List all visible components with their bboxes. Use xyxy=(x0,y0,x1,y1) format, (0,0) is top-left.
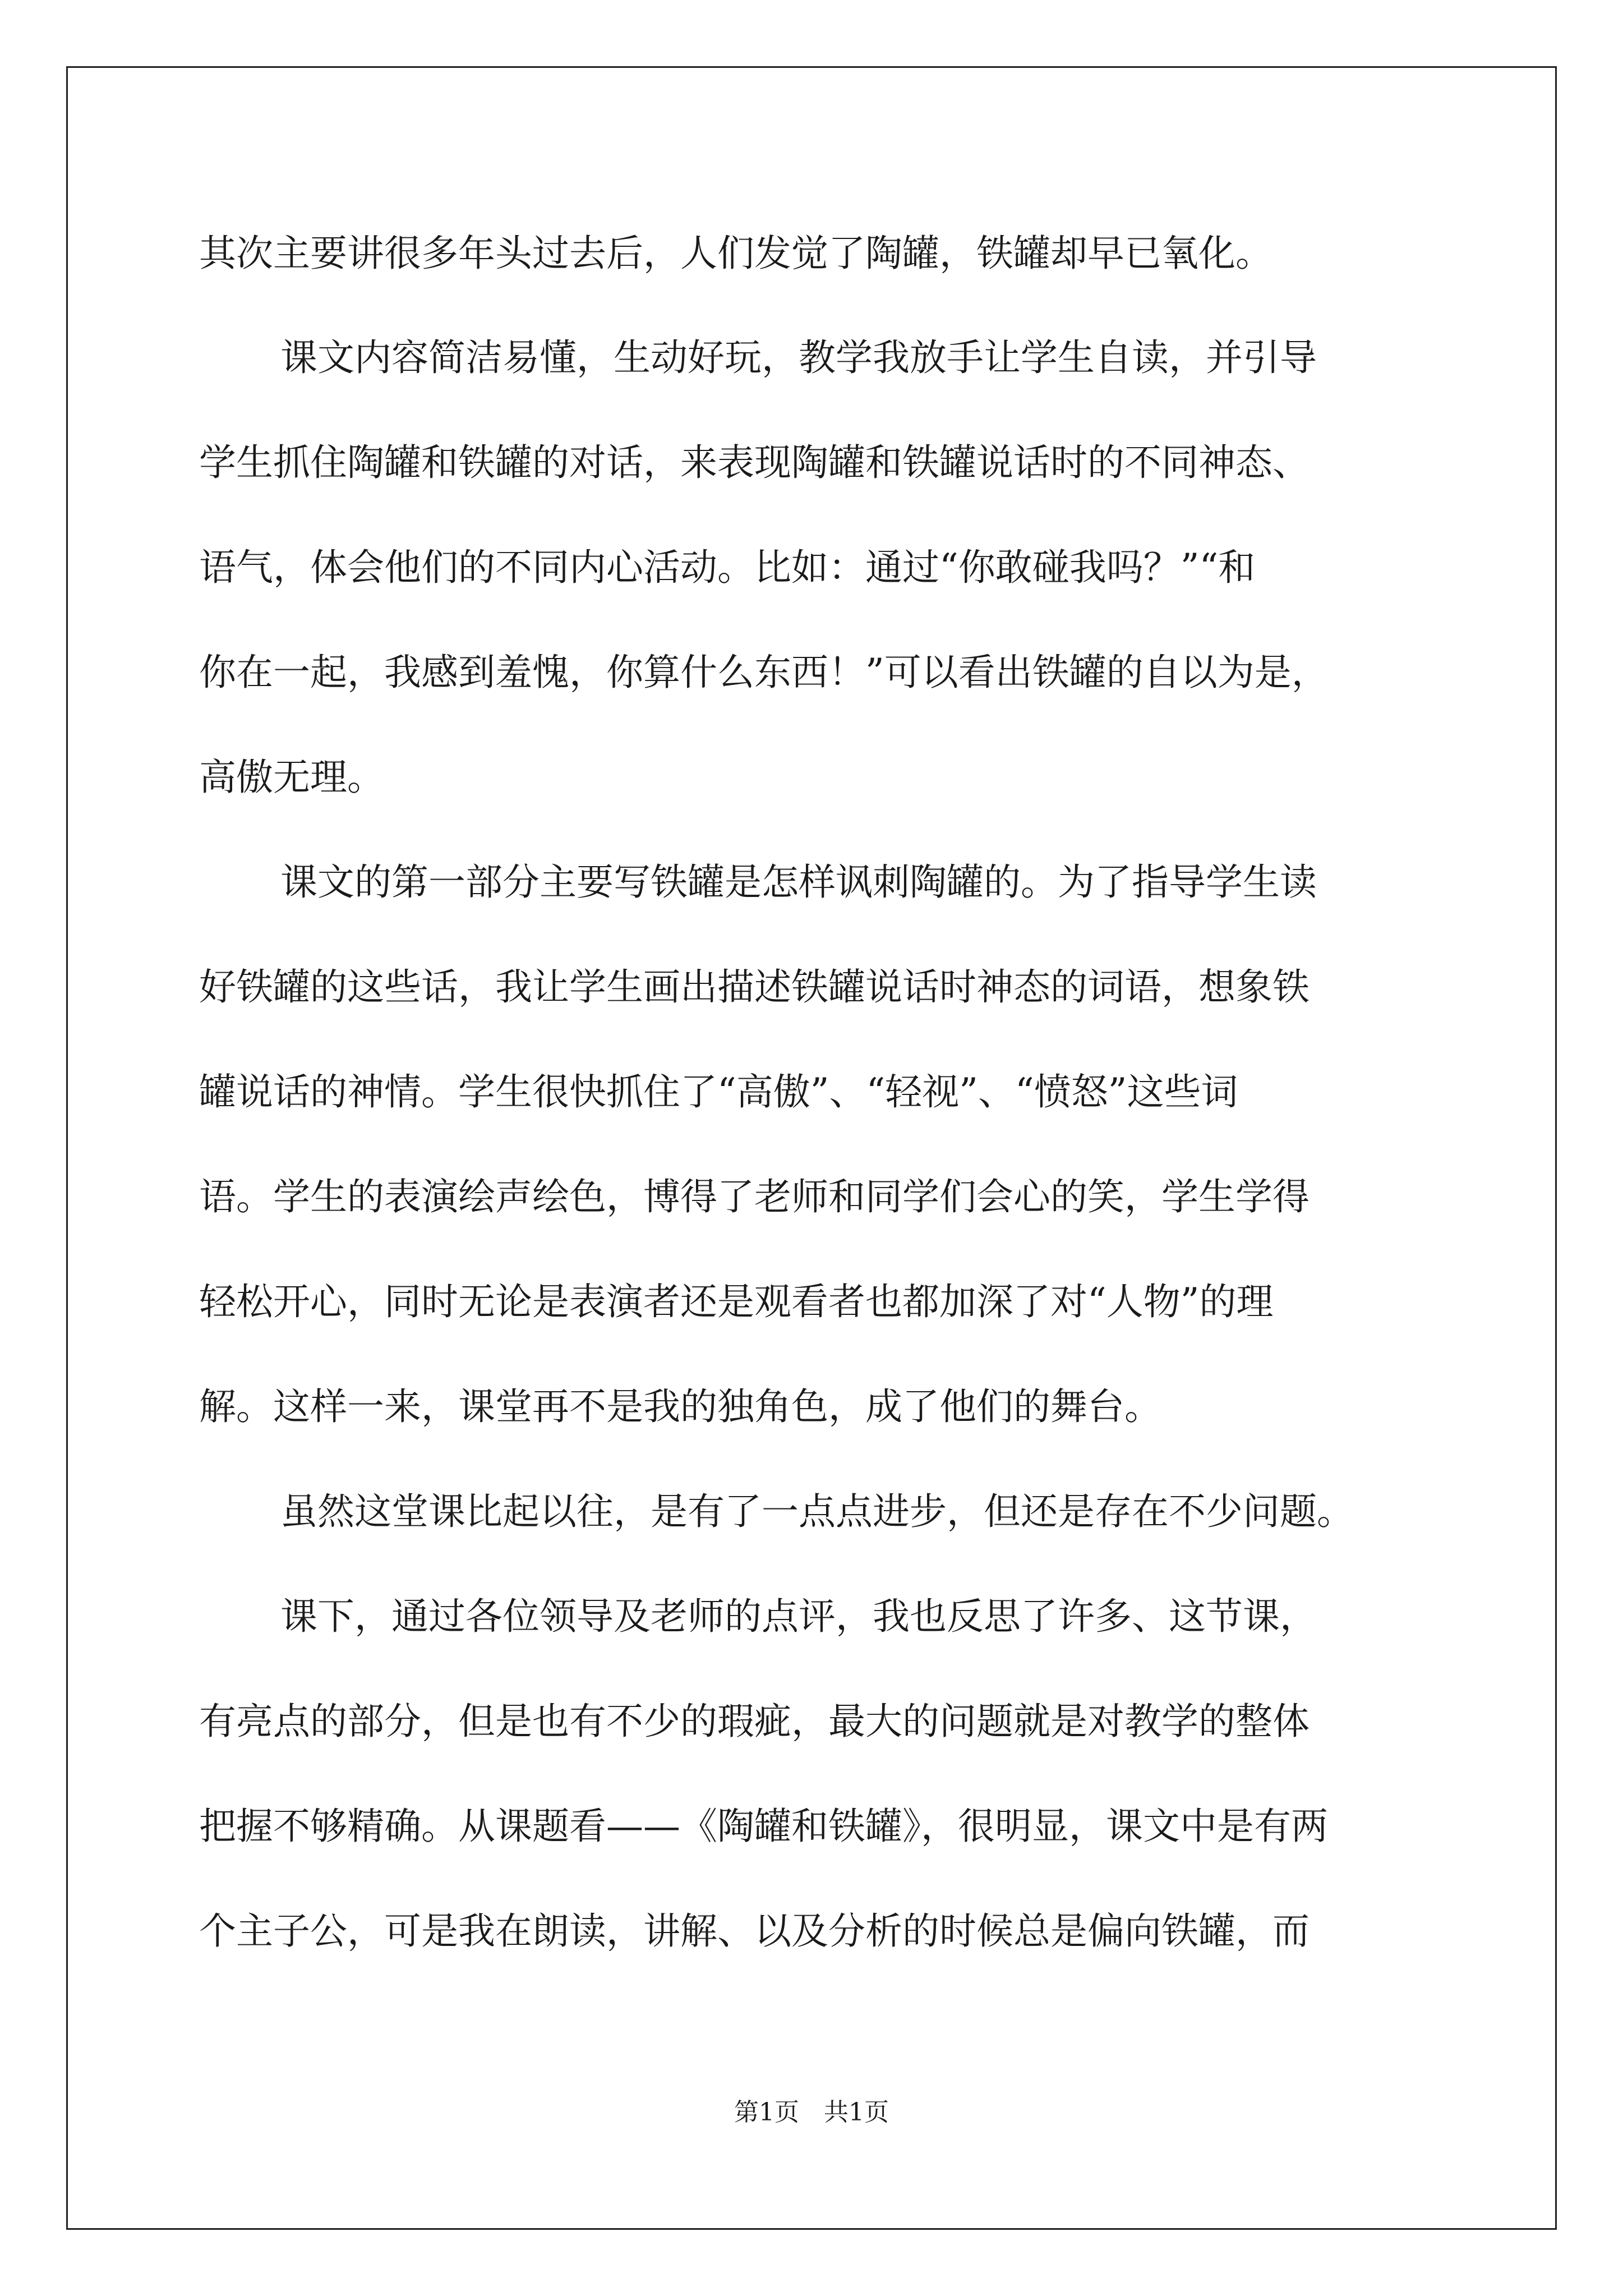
text-line: 虽然这堂课比起以往，是有了一点点进步，但还是存在不少问题。 xyxy=(280,1490,1354,1533)
text-line: 好铁罐的这些话，我让学生画出描述铁罐说话时神态的词语，想象铁 xyxy=(199,965,1310,1009)
text-line: 课文的第一部分主要写铁罐是怎样讽刺陶罐的。为了指导学生读 xyxy=(280,861,1317,904)
text-line: 你在一起，我感到羞愧，你算什么东西！”可以看出铁罐的自以为是， xyxy=(199,651,1329,694)
text-line: 解。这样一来，课堂再不是我的独角色，成了他们的舞台。 xyxy=(199,1385,1161,1428)
text-line: 语气，体会他们的不同内心活动。比如：通过“你敢碰我吗？”“和 xyxy=(199,546,1256,589)
page-footer: 第1页 共1页 xyxy=(734,2098,889,2127)
text-line: 罐说话的神情。学生很快抓住了“高傲”、“轻视”、“愤怒”这些词 xyxy=(199,1070,1238,1114)
text-line: 把握不够精确。从课题看——《陶罐和铁罐》，很明显，课文中是有两 xyxy=(199,1805,1328,1848)
text-line: 有亮点的部分，但是也有不少的瑕疵，最大的问题就是对教学的整体 xyxy=(199,1700,1310,1743)
text-line: 其次主要讲很多年头过去后，人们发觉了陶罐，铁罐却早已氧化。 xyxy=(199,232,1272,275)
text-line: 课文内容简洁易懂，生动好玩，教学我放手让学生自读，并引导 xyxy=(280,336,1317,379)
text-line: 学生抓住陶罐和铁罐的对话，来表现陶罐和铁罐说话时的不同神态、 xyxy=(199,441,1310,484)
text-line: 个主子公，可是我在朗读，讲解、以及分析的时候总是偏向铁罐，而 xyxy=(199,1910,1310,1953)
page-border xyxy=(66,66,1557,2230)
text-line: 轻松开心，同时无论是表演者还是观看者也都加深了对“人物”的理 xyxy=(199,1280,1274,1323)
text-line: 语。学生的表演绘声绘色，博得了老师和同学们会心的笑，学生学得 xyxy=(199,1175,1310,1218)
text-line: 课下，通过各位领导及老师的点评，我也反思了许多、这节课， xyxy=(280,1595,1317,1638)
text-line: 高傲无理。 xyxy=(199,756,384,799)
